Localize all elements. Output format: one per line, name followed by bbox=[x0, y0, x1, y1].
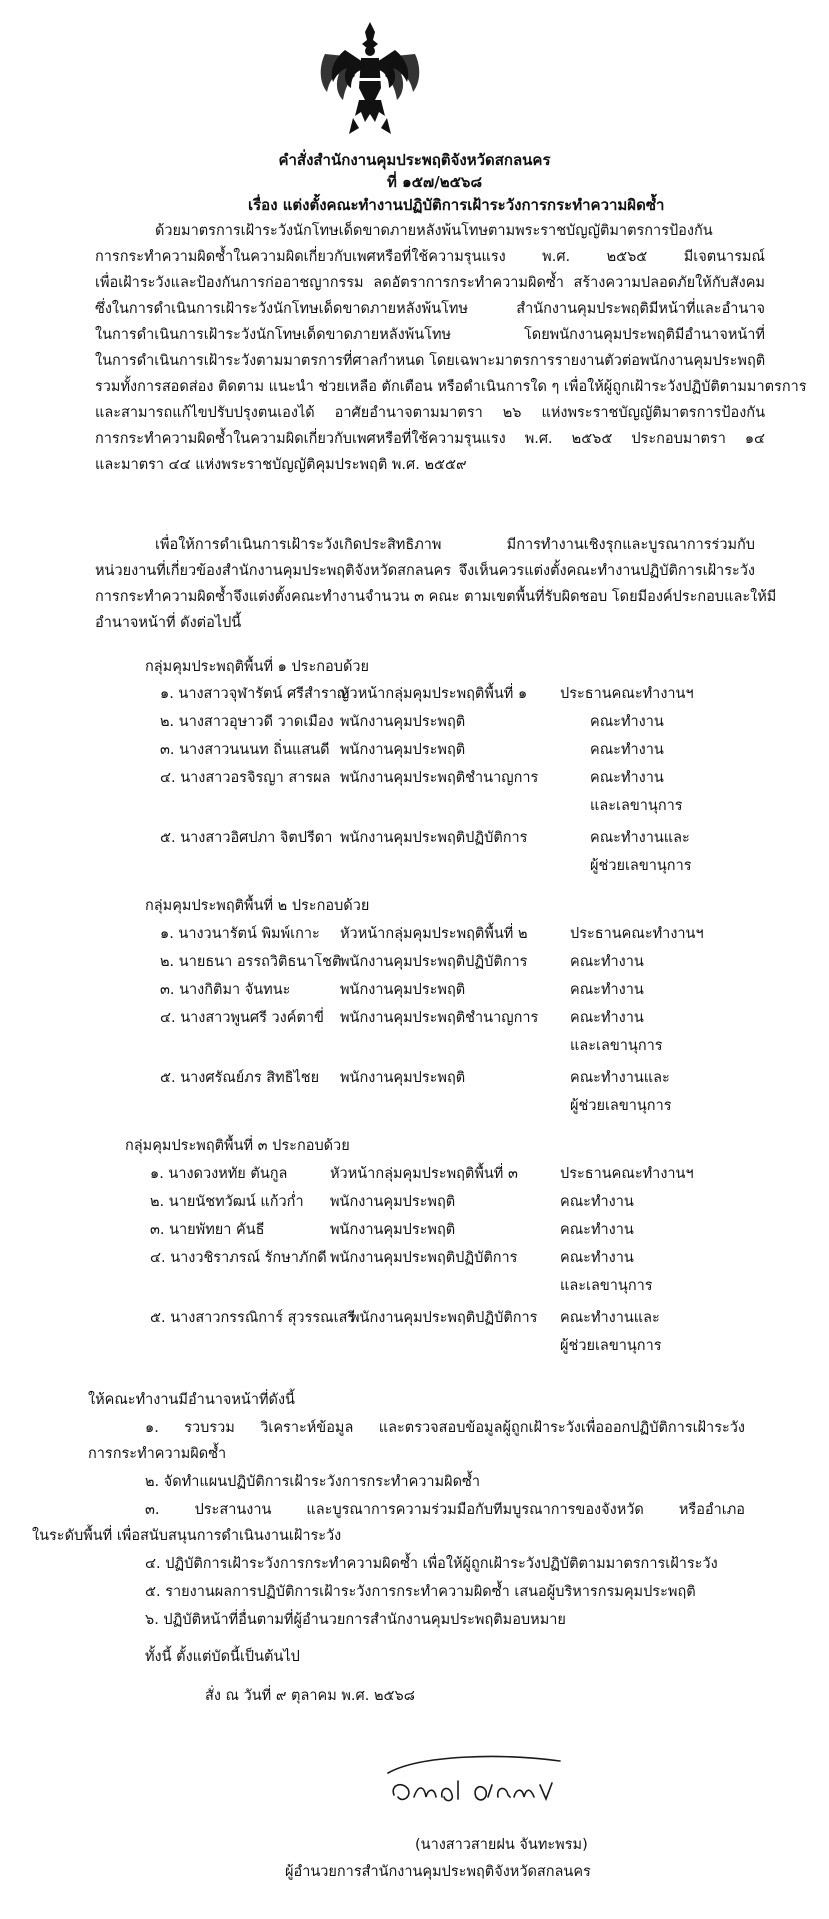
paragraph-1-line: ในการดำเนินการเฝ้าระวังตามมาตรการที่ศาลกำหนด โดยเฉพาะมาตรการรายงานตัวต่อพนักงานคุมประพฤติ bbox=[95, 353, 766, 369]
member-name: ๒. นายธนา อรรถวิติธนาโชติ bbox=[160, 954, 342, 970]
member-name: ๑. นางวนารัตน์ พิมพ์เกาะ bbox=[160, 926, 320, 942]
member-role-cont: และเลขานุการ bbox=[590, 798, 683, 814]
member-name: ๔. นางสาวพูนศรี วงค์ตาขี่ bbox=[160, 1010, 324, 1026]
member-role: คณะทำงาน bbox=[560, 1194, 634, 1210]
member-row bbox=[160, 1066, 780, 1086]
duty-item: ๖. ปฏิบัติหน้าที่อื่นตามที่ผู้อำนวยการสำนักงานคุมประพฤติมอบหมาย bbox=[145, 1612, 566, 1628]
paragraph-2-line: อำนาจหน้าที่ ดังต่อไปนี้ bbox=[95, 615, 242, 631]
member-name: ๒. นางสาวอุษาวดี วาดเมือง bbox=[160, 714, 334, 730]
duty-item: ๕. รายงานผลการปฏิบัติการเฝ้าระวังการกระทำความผิดซ้ำ เสนอผู้บริหารกรมคุมประพฤติ bbox=[145, 1584, 696, 1600]
member-role: ประธานคณะทำงานฯ bbox=[560, 686, 694, 702]
member-role: คณะทำงาน bbox=[560, 1222, 634, 1238]
order-number: ที่ ๑๕๗/๒๕๖๘ bbox=[386, 173, 483, 191]
paragraph-1-line: การกระทำความผิดซ้ำในความผิดเกี่ยวกับเพศหรือที่ใช้ความรุนแรง พ.ศ. ๒๕๖๕ มีเจตนารมณ์ bbox=[95, 249, 765, 265]
member-row bbox=[160, 950, 780, 970]
paragraph-1-line: และสามารถแก้ไขปรับปรุงตนเองได้ อาศัยอำนาจตามมาตรา ๒๖ แห่งพระราชบัญญัติมาตรการป้องกัน bbox=[95, 405, 765, 421]
member-position: พนักงานคุมประพฤติ bbox=[340, 742, 466, 758]
group-heading: กลุ่มคุมประพฤติพื้นที่ ๓ ประกอบด้วย bbox=[125, 1138, 350, 1154]
member-role: คณะทำงาน bbox=[590, 742, 664, 758]
member-row bbox=[150, 1306, 790, 1326]
order-title: คำสั่งสำนักงานคุมประพฤติจังหวัดสกลนคร bbox=[278, 151, 551, 169]
member-row bbox=[160, 978, 780, 998]
member-role: คณะทำงานและ bbox=[570, 1070, 670, 1086]
paragraph-2-line: หน่วยงานที่เกี่ยวข้องสำนักงานคุมประพฤติจังหวัดสกลนคร จึงเห็นควรแต่งตั้งคณะทำงานปฏิบัติการเฝ้าระวัง bbox=[95, 563, 755, 579]
group-heading: กลุ่มคุมประพฤติพื้นที่ ๒ ประกอบด้วย bbox=[145, 898, 370, 914]
group-heading: กลุ่มคุมประพฤติพื้นที่ ๑ ประกอบด้วย bbox=[145, 659, 369, 675]
member-row bbox=[160, 766, 780, 786]
paragraph-1-line: ในการดำเนินการเฝ้าระวังนักโทษเด็ดขาดภายหลังพ้นโทษ โดยพนักงานคุมประพฤติมีอำนาจหน้าที่ bbox=[95, 327, 765, 343]
member-name: ๓. นางกิติมา จันทนะ bbox=[160, 982, 291, 998]
paragraph-2-line: เพื่อให้การดำเนินการเฝ้าระวังเกิดประสิทธิภาพ มีการทำงานเชิงรุกและบูรณาการร่วมกับ bbox=[155, 537, 755, 553]
member-name: ๔. นางวชิราภรณ์ รักษาภักดี bbox=[150, 1250, 327, 1266]
member-name: ๓. นายพัทยา คันธี bbox=[150, 1222, 265, 1238]
order-subject: เรื่อง แต่งตั้งคณะทำงานปฏิบัติการเฝ้าระวังการกระทำความผิดซ้ำ bbox=[248, 196, 665, 214]
member-position: พนักงานคุมประพฤติปฏิบัติการ bbox=[330, 1250, 518, 1266]
member-position: หัวหน้ากลุ่มคุมประพฤติพื้นที่ ๒ bbox=[340, 926, 528, 942]
handwritten-signature-icon bbox=[380, 1745, 570, 1815]
member-position: หัวหน้ากลุ่มคุมประพฤติพื้นที่ ๑ bbox=[340, 686, 528, 702]
member-name: ๕. นางสาวกรรณิการ์ สุวรรณเสรี bbox=[150, 1310, 356, 1326]
garuda-emblem-icon bbox=[315, 18, 425, 138]
member-role: คณะทำงาน bbox=[560, 1250, 634, 1266]
member-name: ๓. นางสาวนนนท ถิ่นแสนดี bbox=[160, 742, 330, 758]
member-position: พนักงานคุมประพฤติ bbox=[340, 714, 466, 730]
member-row bbox=[160, 710, 780, 730]
member-name: ๕. นางศรัณย์ภร สิทธิไชย bbox=[160, 1070, 320, 1086]
member-row bbox=[150, 1162, 790, 1182]
paragraph-1-line: การกระทำความผิดซ้ำในความผิดเกี่ยวกับเพศหรือที่ใช้ความรุนแรง พ.ศ. ๒๕๖๕ ประกอบมาตรา ๑๔ bbox=[95, 431, 765, 447]
member-role: คณะทำงาน bbox=[590, 770, 664, 786]
duty-item: ๒. จัดทำแผนปฏิบัติการเฝ้าระวังการกระทำความผิดซ้ำ bbox=[145, 1474, 481, 1490]
member-name: ๑. นางสาวจุฬารัตน์ ศรีสำราญ bbox=[160, 686, 350, 702]
paragraph-2-line: การกระทำความผิดซ้ำจึงแต่งตั้งคณะทำงานจำนวน ๓ คณะ ตามเขตพื้นที่รับผิดชอบ โดยมีองค์ประกอบและให้มี bbox=[95, 589, 777, 605]
member-row bbox=[160, 682, 780, 702]
paragraph-1-line: เพื่อเฝ้าระวังและป้องกันการก่ออาชญากรรม ลดอัตราการกระทำความผิดซ้ำ สร้างความปลอดภัยให้กับสังคม bbox=[95, 275, 765, 291]
member-role: คณะทำงาน bbox=[570, 1010, 644, 1026]
signer-name: (นางสาวสายฝน จันทะพรม) bbox=[415, 1837, 588, 1853]
member-role: คณะทำงานและ bbox=[590, 830, 690, 846]
member-row bbox=[150, 1246, 790, 1266]
member-position: พนักงานคุมประพฤติปฏิบัติการ bbox=[340, 830, 528, 846]
member-position: พนักงานคุมประพฤติ bbox=[340, 982, 466, 998]
member-position: หัวหน้ากลุ่มคุมประพฤติพื้นที่ ๓ bbox=[330, 1166, 518, 1182]
member-role: คณะทำงานและ bbox=[560, 1310, 660, 1326]
member-role-cont: ผู้ช่วยเลขานุการ bbox=[570, 1098, 672, 1114]
member-position: พนักงานคุมประพฤติชำนาญการ bbox=[340, 770, 539, 786]
member-role: คณะทำงาน bbox=[570, 982, 644, 998]
member-role: ประธานคณะทำงานฯ bbox=[570, 926, 704, 942]
member-role-cont: และเลขานุการ bbox=[570, 1038, 663, 1054]
member-role-cont: ผู้ช่วยเลขานุการ bbox=[560, 1338, 662, 1354]
duty-item-cont: การกระทำความผิดซ้ำ bbox=[88, 1446, 227, 1462]
member-name: ๕. นางสาวอิศปภา จิตปรีดา bbox=[160, 830, 333, 846]
duties-heading: ให้คณะทำงานมีอำนาจหน้าที่ดังนี้ bbox=[88, 1392, 295, 1408]
paragraph-1-line: และมาตรา ๔๔ แห่งพระราชบัญญัติคุมประพฤติ พ.ศ. ๒๕๕๙ bbox=[95, 457, 467, 473]
member-row bbox=[150, 1218, 790, 1238]
signer-position: ผู้อำนวยการสำนักงานคุมประพฤติจังหวัดสกลนคร bbox=[285, 1864, 591, 1880]
member-row bbox=[150, 1190, 790, 1210]
paragraph-1-line: ซึ่งในการดำเนินการเฝ้าระวังนักโทษเด็ดขาดภายหลังพ้นโทษ สำนักงานคุมประพฤติมีหน้าที่และอำนาจ bbox=[95, 301, 765, 317]
duty-item: ๓. ประสานงาน และบูรณาการความร่วมมือกับทีมบูรณาการของจังหวัด หรืออำเภอ bbox=[145, 1502, 745, 1518]
member-row bbox=[160, 826, 780, 846]
duty-item: ๔. ปฏิบัติการเฝ้าระวังการกระทำความผิดซ้ำ เพื่อให้ผู้ถูกเฝ้าระวังปฏิบัติตามมาตรการเฝ้าระวัง bbox=[145, 1556, 718, 1572]
member-role: คณะทำงาน bbox=[590, 714, 664, 730]
order-date: สั่ง ณ วันที่ ๙ ตุลาคม พ.ศ. ๒๕๖๘ bbox=[205, 1688, 415, 1704]
effective-clause: ทั้งนี้ ตั้งแต่บัดนี้เป็นต้นไป bbox=[145, 1649, 300, 1665]
duty-item-cont: ในระดับพื้นที่ เพื่อสนับสนุนการดำเนินงานเฝ้าระวัง bbox=[32, 1528, 342, 1544]
member-role-cont: ผู้ช่วยเลขานุการ bbox=[590, 858, 692, 874]
member-position: พนักงานคุมประพฤติปฏิบัติการ bbox=[350, 1310, 538, 1326]
member-row bbox=[160, 738, 780, 758]
member-position: พนักงานคุมประพฤติชำนาญการ bbox=[340, 1010, 539, 1026]
member-role-cont: และเลขานุการ bbox=[560, 1278, 653, 1294]
member-role: ประธานคณะทำงานฯ bbox=[560, 1166, 694, 1182]
member-name: ๑. นางดวงหทัย ตันกูล bbox=[150, 1166, 288, 1182]
member-row bbox=[160, 1006, 780, 1026]
member-role: คณะทำงาน bbox=[570, 954, 644, 970]
member-position: พนักงานคุมประพฤติ bbox=[330, 1194, 456, 1210]
duty-item: ๑. รวบรวม วิเคราะห์ข้อมูล และตรวจสอบข้อมูลผู้ถูกเฝ้าระวังเพื่อออกปฏิบัติการเฝ้าระวัง bbox=[145, 1420, 745, 1436]
member-name: ๔. นางสาวอรจิรญา สารผล bbox=[160, 770, 331, 786]
member-position: พนักงานคุมประพฤติปฏิบัติการ bbox=[340, 954, 528, 970]
member-row bbox=[160, 922, 780, 942]
member-position: พนักงานคุมประพฤติ bbox=[330, 1222, 456, 1238]
member-position: พนักงานคุมประพฤติ bbox=[340, 1070, 466, 1086]
paragraph-1-line: รวมทั้งการสอดส่อง ติดตาม แนะนำ ช่วยเหลือ ตักเตือน หรือดำเนินการใด ๆ เพื่อให้ผู้ถูกเฝ้าระวังปฏิบัติตามมาตรการ bbox=[95, 379, 807, 395]
paragraph-1-line: ด้วยมาตรการเฝ้าระวังนักโทษเด็ดขาดภายหลังพ้นโทษตามพระราชบัญญัติมาตรการป้องกัน bbox=[155, 223, 713, 239]
member-name: ๒. นายนัชทวัฒน์ แก้วก่ำ bbox=[150, 1194, 304, 1210]
